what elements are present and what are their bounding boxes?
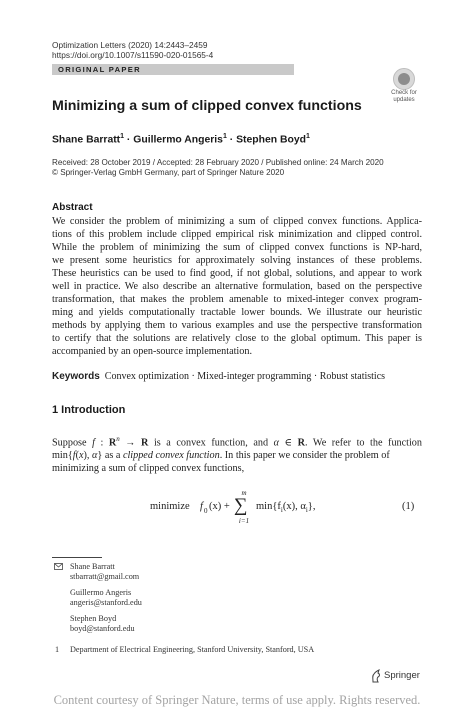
footnote-divider	[52, 557, 102, 558]
abstract-line: accompanied by an open-source implementation.	[52, 346, 252, 358]
intro-line-2: min{f(x), α} as a clipped convex function. In this paper we consider the problem of	[52, 450, 390, 462]
springer-horse-icon	[370, 669, 382, 683]
equation-sum-lower: i=1	[238, 517, 250, 525]
abstract-line: transformation, that makes the problem amenable to mixed-integer convex program-	[52, 294, 422, 306]
abstract-heading: Abstract	[52, 202, 93, 213]
correspondent-name: Guillermo Angeris	[70, 588, 132, 597]
paper-title: Minimizing a sum of clipped convex functions	[52, 98, 362, 114]
publisher-name: Springer	[384, 670, 420, 681]
equation-f0: f	[200, 501, 203, 512]
correspondent-1	[70, 562, 139, 582]
springer-logo	[370, 669, 430, 683]
section-heading-introduction: 1 Introduction	[52, 404, 126, 416]
intro-line-1: Suppose f : $R^n \to R$ is a convex function, and α ∈ R. We refer to the function	[52, 435, 422, 449]
equation-sum-upper: m	[241, 489, 247, 497]
correspondent-name: Shane Barratt	[70, 562, 115, 571]
keywords	[52, 371, 385, 382]
badge-line-2: updates	[393, 96, 415, 103]
badge-line-1: Check for	[391, 90, 417, 96]
affiliation-number: 1	[55, 645, 60, 654]
affiliation-text: Department of Electrical Engineering, Stanford University, Stanford, USA	[70, 645, 315, 654]
equation-minimize: minimize	[150, 501, 190, 512]
copyright-notice: © Springer-Verlag GmbH Germany, part of Springer Nature 2020	[52, 168, 285, 177]
author-list: Shane Barratt$^1$ · Guillermo Angeris$^1$ · Stephen Boyd$^1$	[52, 133, 310, 146]
author-2[interactable]: Guillermo Angeris	[133, 134, 223, 146]
keywords-label: Keywords	[52, 371, 100, 382]
correspondent-3	[70, 614, 135, 634]
equation-1	[150, 489, 422, 532]
abstract-line: These heuristics can be used to find good, if not global, solutions, and appear to work	[52, 268, 422, 280]
abstract-line: well in practice. We also describe an alternative formulation, based on the perspective	[52, 281, 422, 293]
abstract-line: We consider the problem of minimizing a sum of clipped convex functions. Applica-	[52, 216, 422, 227]
abstract-line: While the problem of minimizing the sum of clipped convex functions is NP-hard,	[52, 242, 422, 254]
abstract-body	[52, 215, 422, 359]
sum-symbol-icon: ∑	[234, 495, 248, 516]
correspondent-email[interactable]: boyd@stanford.edu	[70, 624, 135, 633]
journal-citation: Optimization Letters (2020) 14:2443–2459	[52, 40, 208, 50]
intro-paragraph	[52, 433, 422, 476]
section-label: ORIGINAL PAPER	[58, 65, 141, 74]
abstract-line: we present some heuristics for approximately solving instances of these problems.	[52, 255, 422, 267]
publication-dates: Received: 28 October 2019 / Accepted: 28 February 2020 / Published online: 24 March 2020	[52, 158, 384, 167]
correspondent-2	[70, 588, 142, 608]
abstract-line: tions of this problem include clipped empirical risk minimization and clipped control.	[52, 229, 422, 241]
correspondent-name: Stephen Boyd	[70, 614, 117, 623]
equation-number: (1)	[402, 501, 415, 512]
correspondent-email[interactable]: stbarratt@gmail.com	[70, 572, 140, 581]
mail-icon	[54, 563, 63, 570]
intro-line-3: minimizing a sum of clipped convex functions,	[52, 463, 245, 475]
author-1[interactable]: Shane Barratt	[52, 134, 121, 146]
keywords-text: Convex optimization · Mixed-integer programming · Robust statistics	[104, 371, 386, 382]
equation-f0-sub: 0	[204, 507, 208, 515]
author-3[interactable]: Stephen Boyd	[236, 134, 306, 146]
doi-link[interactable]: https://doi.org/10.1007/s11590-020-01565-4	[52, 50, 214, 60]
correspondent-email[interactable]: angeris@stanford.edu	[70, 598, 142, 607]
update-icon	[393, 68, 415, 90]
abstract-line: ming and yields computationally tractable lower bounds. We illustrate our heuristic	[52, 307, 422, 319]
equation-body: $\min\{f_i(x)$, $\alpha_i$},	[256, 501, 316, 515]
abstract-line: methods by applying them to various examples and use the perspective transformation	[52, 320, 422, 332]
check-for-updates-badge[interactable]	[385, 66, 423, 104]
courtesy-notice: Content courtesy of Springer Nature, terms of use apply. Rights reserved.	[53, 693, 421, 707]
equation-arg: (x) +	[209, 501, 230, 512]
abstract-line: to certify that the solutions are relatively close to the global optimum. This paper is	[52, 333, 422, 345]
